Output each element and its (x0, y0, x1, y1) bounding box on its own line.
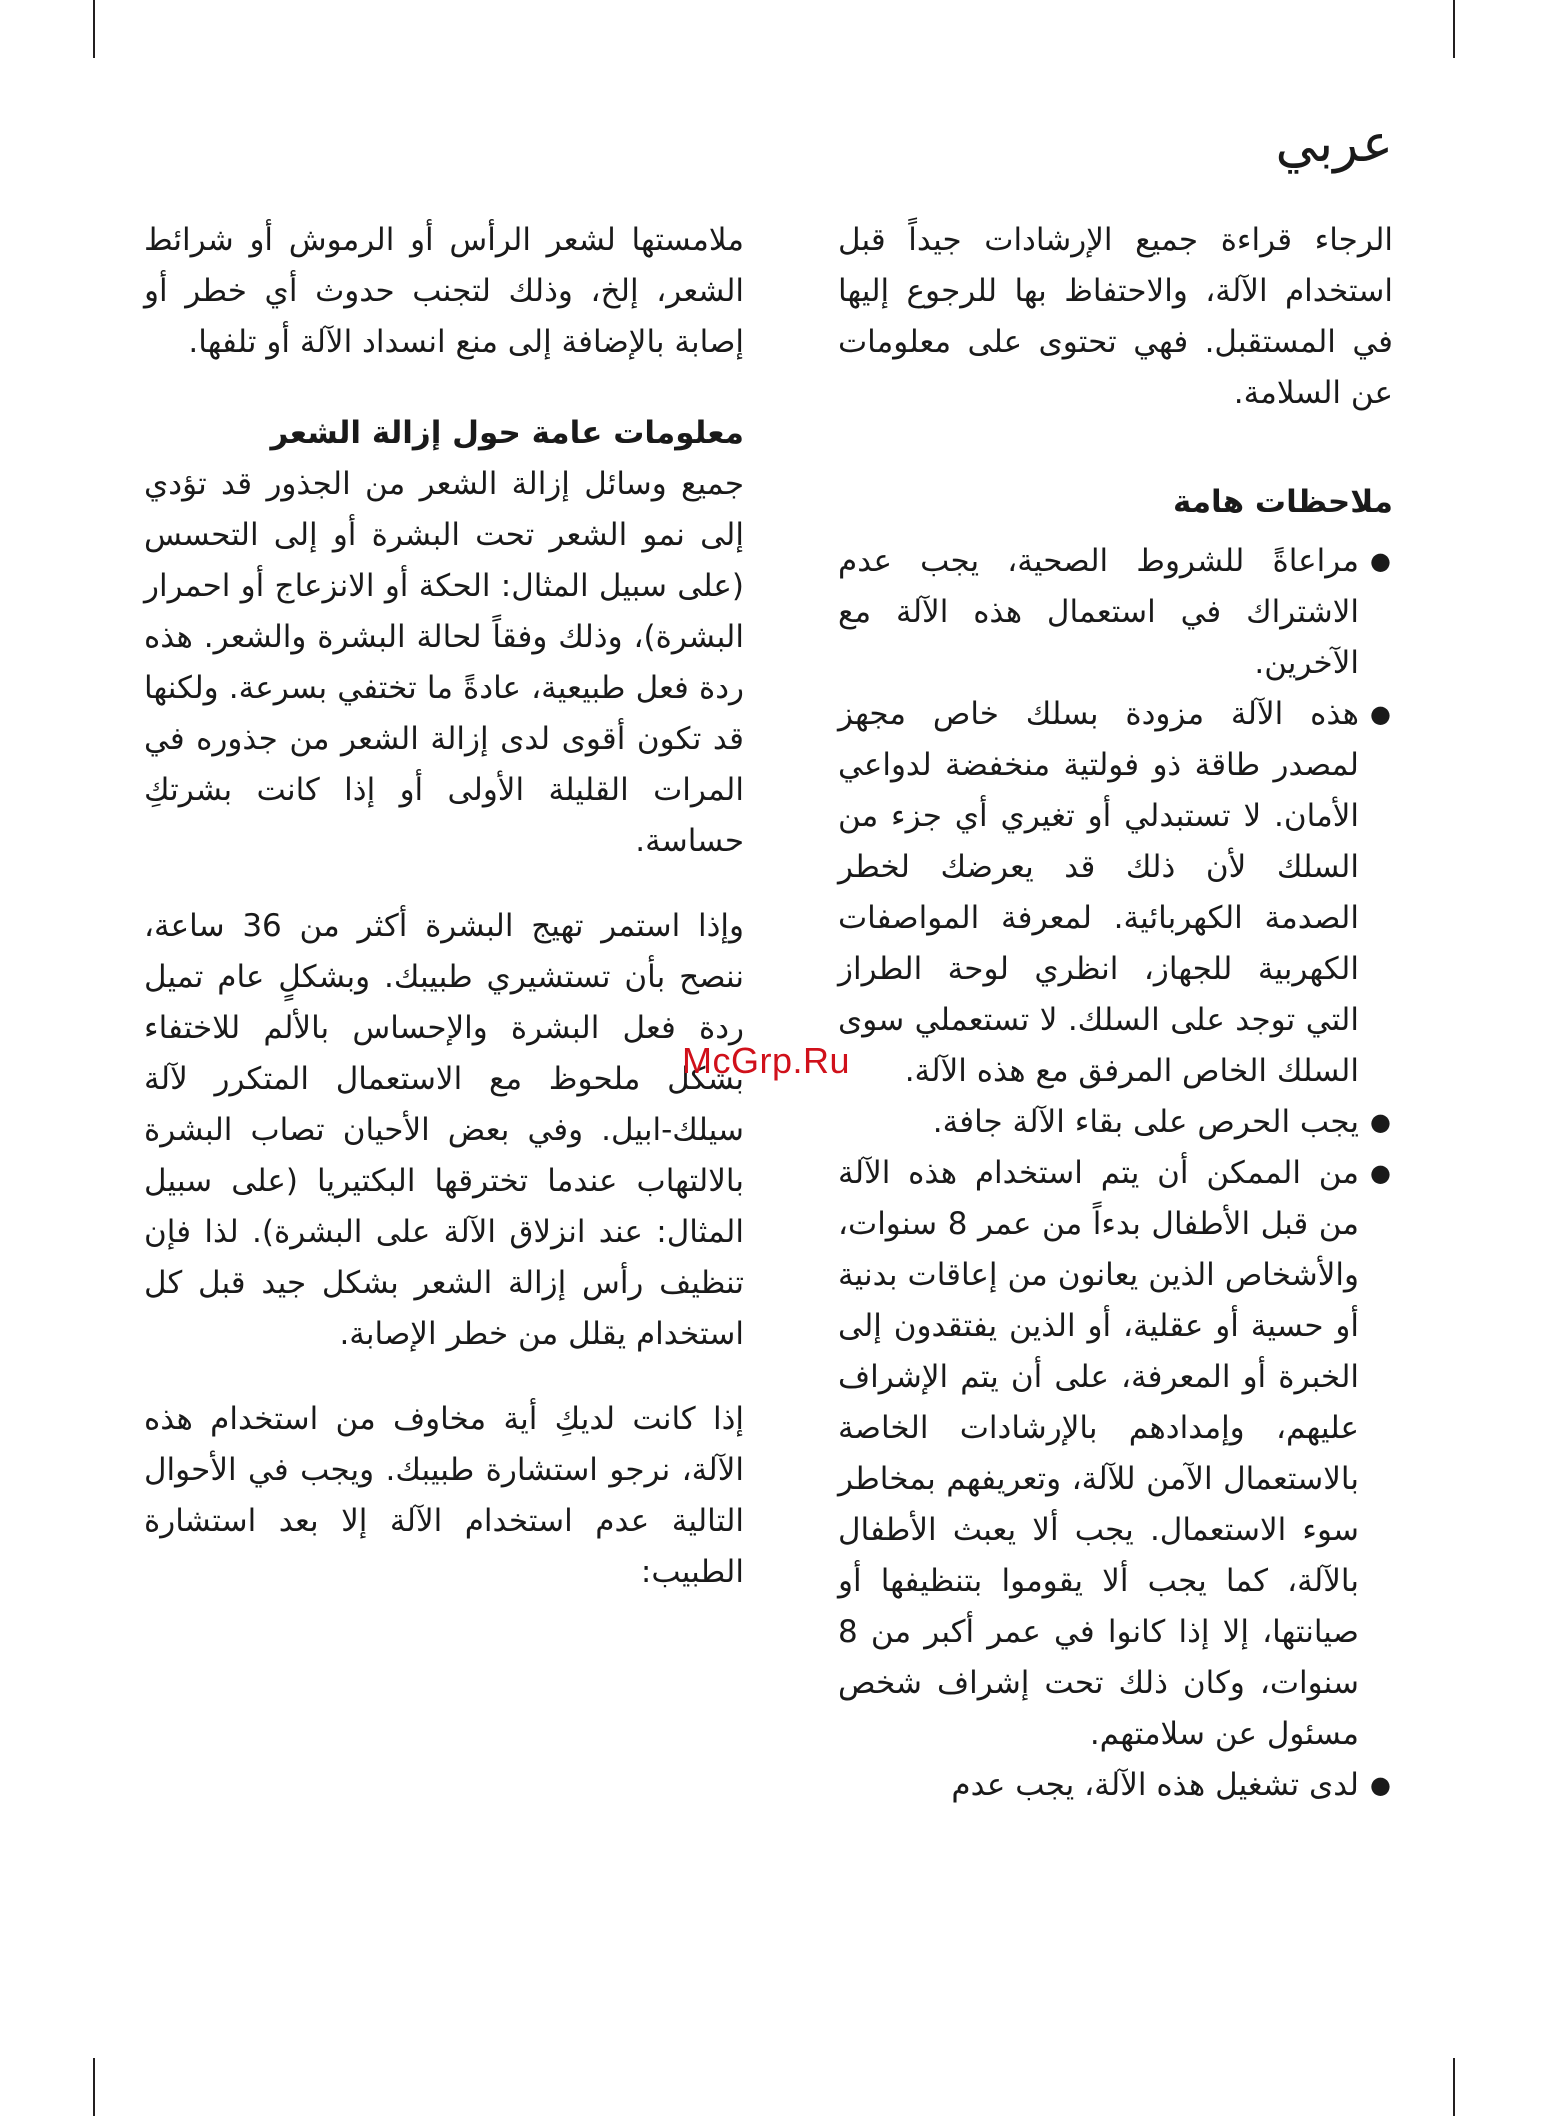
list-item-text: لدى تشغيل هذه الآلة، يجب عدم (951, 1767, 1359, 1803)
list-item (838, 689, 1393, 1097)
left-column (144, 215, 744, 1632)
bullet-icon: ● (1370, 700, 1391, 728)
right-column (838, 215, 1393, 1811)
crop-mark-top-left (93, 0, 95, 58)
list-item-text: يجب الحرص على بقاء الآلة جافة. (932, 1104, 1359, 1140)
list-item-text: هذه الآلة مزودة بسلك خاص مجهز لمصدر طاقة ذو فولتية منخفضة لدواعي الأمان. لا تستبدلي أو تغيري أي جزء من السلك لأن ذلك قد يعرضك لخطر الصدمة الكهربائية. لمعرفة المواصفات الكهربية للجهاز، انظري لوحة الطراز التي توجد على السلك. لا تستعملي سوى السلك الخاص المرفق مع هذه الآلة. (838, 696, 1359, 1089)
watermark-link[interactable]: McGrp.Ru (682, 1040, 851, 1081)
important-notes-title: ملاحظات هامة (1173, 484, 1393, 520)
list-item (838, 1097, 1393, 1148)
list-item-text: مراعاةً للشروط الصحية، يجب عدم الاشتراك في استعمال هذه الآلة مع الآخرين. (838, 543, 1359, 681)
list-item (838, 1760, 1393, 1811)
continuation-paragraph: ملامستها لشعر الرأس أو الرموش أو شرائط الشعر، إلخ، وذلك لتجنب حدوث أي خطر أو إصابة بالإضافة إلى منع انسداد الآلة أو تلفها. (144, 222, 744, 360)
bullet-icon: ● (1370, 1159, 1391, 1187)
list-item-text: من الممكن أن يتم استخدام هذه الآلة من قبل الأطفال بدءاً من عمر 8 سنوات، والأشخاص الذين يعانون من إعاقات بدنية أو حسية أو عقلية، أو الذين يفتقدون إلى الخبرة أو المعرفة، على أن يتم الإشراف عليهم، وإمدادهم بالإرشادات الخاصة بالاستعمال الآمن للآلة، وتعريفهم بمخاطر سوء الاستعمال. يجب ألا يعبث الأطفال بالآلة، كما يجب ألا يقوموا بتنظيفها أو صيانتها، إلا إذا كانوا في عمر أكبر من 8 سنوات، وكان ذلك تحت إشراف شخص مسئول عن سلامتهم. (838, 1155, 1359, 1752)
list-item (838, 1148, 1393, 1760)
crop-mark-bottom-right (1453, 2058, 1455, 2116)
bullet-icon: ● (1370, 1108, 1391, 1136)
body-paragraph: إذا كانت لديكِ أية مخاوف من استخدام هذه الآلة، نرجو استشارة طبيبك. ويجب في الأحوال التالية عدم استخدام الآلة إلا بعد استشارة الطبيب: (144, 1401, 744, 1590)
body-paragraph: جميع وسائل إزالة الشعر من الجذور قد تؤدي إلى نمو الشعر تحت البشرة أو إلى التحسس (على سبيل المثال: الحكة أو الانزعاج أو احمرار البشرة)، وذلك وفقاً لحالة البشرة والشعر. هذه ردة فعل طبيعية، عادةً ما تختفي بسرعة. ولكنها قد تكون أقوى لدى إزالة الشعر من جذوره في المرات القليلة الأولى أو إذا كانت بشرتكِ حساسة. (144, 466, 744, 859)
list-item (838, 536, 1393, 689)
bullet-icon: ● (1370, 1771, 1391, 1799)
hair-removal-info-title: معلومات عامة حول إزالة الشعر (270, 415, 744, 451)
intro-paragraph: الرجاء قراءة جميع الإرشادات جيداً قبل استخدام الآلة، والاحتفاظ بها للرجوع إليها في المستقبل. فهي تحتوى على معلومات عن السلامة. (838, 222, 1393, 411)
body-paragraph: وإذا استمر تهيج البشرة أكثر من 36 ساعة، ننصح بأن تستشيري طبيبك. وبشكلٍ عام تميل ردة فعل البشرة والإحساس بالألم للاختفاء بشكل ملحوظ مع الاستعمال المتكرر لآلة سيلك-ابيل. وفي بعض الأحيان تصاب البشرة بالالتهاب عندما تخترقها البكتيريا (على سبيل المثال: عند انزلاق الآلة على البشرة). لذا فإن تنظيف رأس إزالة الشعر بشكل جيد قبل كل استخدام يقلل من خطر الإصابة. (144, 908, 744, 1352)
crop-mark-top-right (1453, 0, 1455, 58)
crop-mark-bottom-left (93, 2058, 95, 2116)
bullet-icon: ● (1370, 547, 1391, 575)
important-notes-list (838, 536, 1393, 1811)
page-heading: عربي (1275, 114, 1393, 174)
